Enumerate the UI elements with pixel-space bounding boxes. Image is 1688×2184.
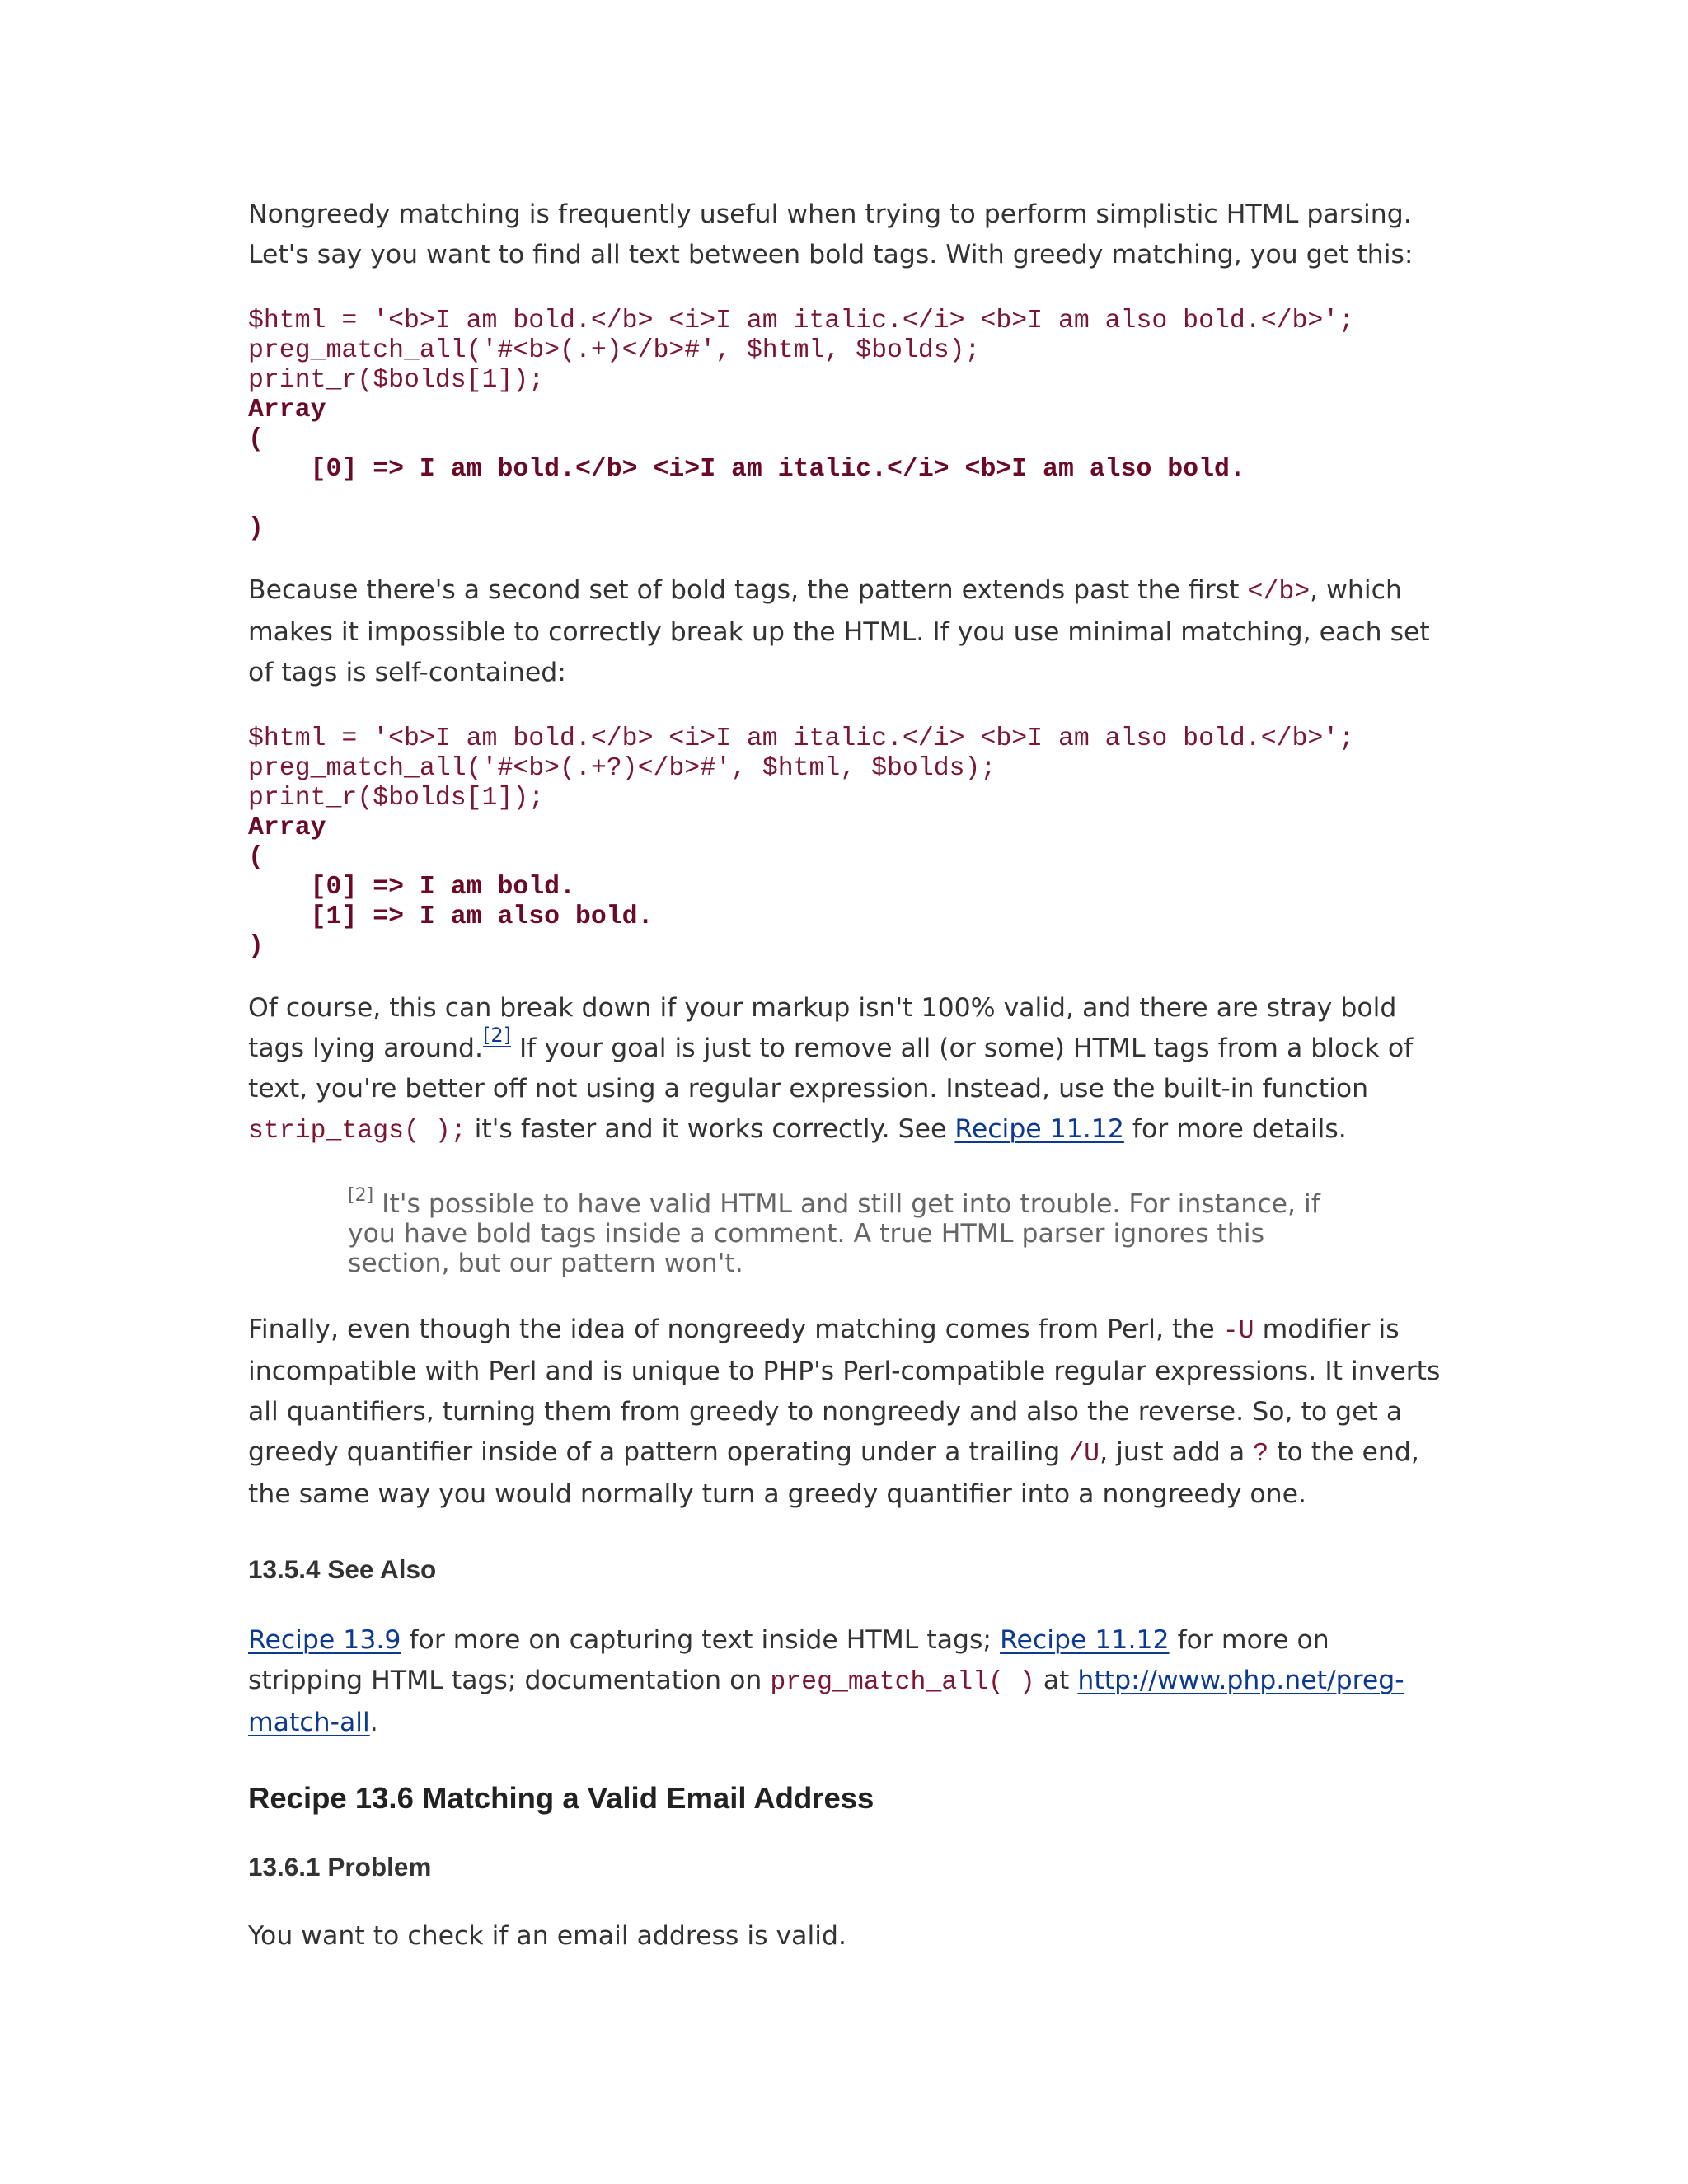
output-line: (	[248, 843, 264, 872]
inline-code: strip_tags( );	[248, 1117, 467, 1146]
problem-paragraph: You want to check if an email address is valid.	[248, 1921, 846, 1951]
code-line: print_r($bolds[1]);	[248, 366, 545, 395]
php-doc-link[interactable]: http://www.php.net/preg-match-all	[248, 1666, 1404, 1737]
output-line: [0] => I am bold.</b> <i>I am italic.</i> <b>I am also bold.	[248, 455, 1245, 484]
modifier-paragraph: Finally, even though the idea of nongreedy matching comes from Perl, the -U modifier is incompatible with Perl and is unique to PHP's Perl-compatible regular expressions. It inverts all quantifiers, turning them from greedy to nongreedy and also the reverse. So, to get a greedy quantifier inside of a pattern operating under a trailing /U, just add a ? to the end, the same way you would normally turn a greedy quantifier into a nongreedy one.	[248, 1315, 1441, 1509]
footnote-marker: [2]	[348, 1185, 374, 1206]
output-line: )	[248, 514, 264, 543]
output-line: Array	[248, 813, 326, 842]
code-line: print_r($bolds[1]);	[248, 784, 545, 813]
recipe-11-12-link[interactable]: Recipe 11.12	[954, 1114, 1124, 1144]
inline-code: ?	[1253, 1440, 1269, 1469]
output-line: (	[248, 425, 264, 454]
output-line: [1] => I am also bold.	[248, 902, 654, 931]
nongreedy-code-block	[248, 724, 1451, 962]
footnote-ref-link[interactable]: [2]	[482, 1024, 511, 1047]
inline-code: </b>	[1247, 578, 1311, 607]
greedy-code-block	[248, 307, 1451, 544]
see-also-paragraph: Recipe 13.9 for more on capturing text inside HTML tags; Recipe 11.12 for more on stripping HTML tags; documentation on preg_match_all( ) at http://www.php.net/preg-match-all.	[248, 1625, 1404, 1737]
intro-paragraph: Nongreedy matching is frequently useful when trying to perform simplistic HTML parsing. Let's say you want to find all text between bold tags. With greedy matching, you get this:	[248, 199, 1414, 269]
code-line: $html = '<b>I am bold.</b> <i>I am italic.</i> <b>I am also bold.</b>';	[248, 724, 1355, 753]
see-also-heading: 13.5.4 See Also	[248, 1554, 437, 1584]
caveat-paragraph: Of course, this can break down if your markup isn't 100% valid, and there are stray bold tags lying around.[2] If your goal is just to remove all (or some) HTML tags from a block of text, you're better off not using a regular expression. Instead, use the built-in function strip_tags( ); it's faster and it works correctly. See Recipe 11.12 for more details.	[248, 993, 1414, 1146]
inline-code: /U	[1068, 1440, 1100, 1469]
recipe-title: Recipe 13.6 Matching a Valid Email Address	[248, 1781, 874, 1815]
code-line: $html = '<b>I am bold.</b> <i>I am italic.</i> <b>I am also bold.</b>';	[248, 307, 1355, 335]
output-line: [0] => I am bold.	[248, 873, 575, 902]
document-page	[248, 194, 1451, 1957]
inline-code: preg_match_all( )	[770, 1668, 1035, 1697]
recipe-11-12-link[interactable]: Recipe 11.12	[1000, 1625, 1170, 1655]
greedy-explanation-paragraph: Because there's a second set of bold tags, the pattern extends past the first </b>, which makes it impossible to correctly break up the HTML. If you use minimal matching, each set of tags is self-contained:	[248, 575, 1430, 687]
output-line: )	[248, 932, 264, 961]
inline-code: -U	[1222, 1317, 1254, 1346]
footnote	[348, 1185, 1362, 1278]
output-line: Array	[248, 396, 326, 424]
code-line: preg_match_all('#<b>(.+)</b>#', $html, $bolds);	[248, 336, 981, 365]
problem-heading: 13.6.1 Problem	[248, 1852, 432, 1882]
recipe-13-9-link[interactable]: Recipe 13.9	[248, 1625, 401, 1655]
code-line: preg_match_all('#<b>(.+?)</b>#', $html, $bolds);	[248, 754, 996, 783]
footnote-text: It's possible to have valid HTML and still get into trouble. For instance, if you have bold tags inside a comment. A true HTML parser ignores this section, but our pattern won't.	[348, 1189, 1320, 1278]
